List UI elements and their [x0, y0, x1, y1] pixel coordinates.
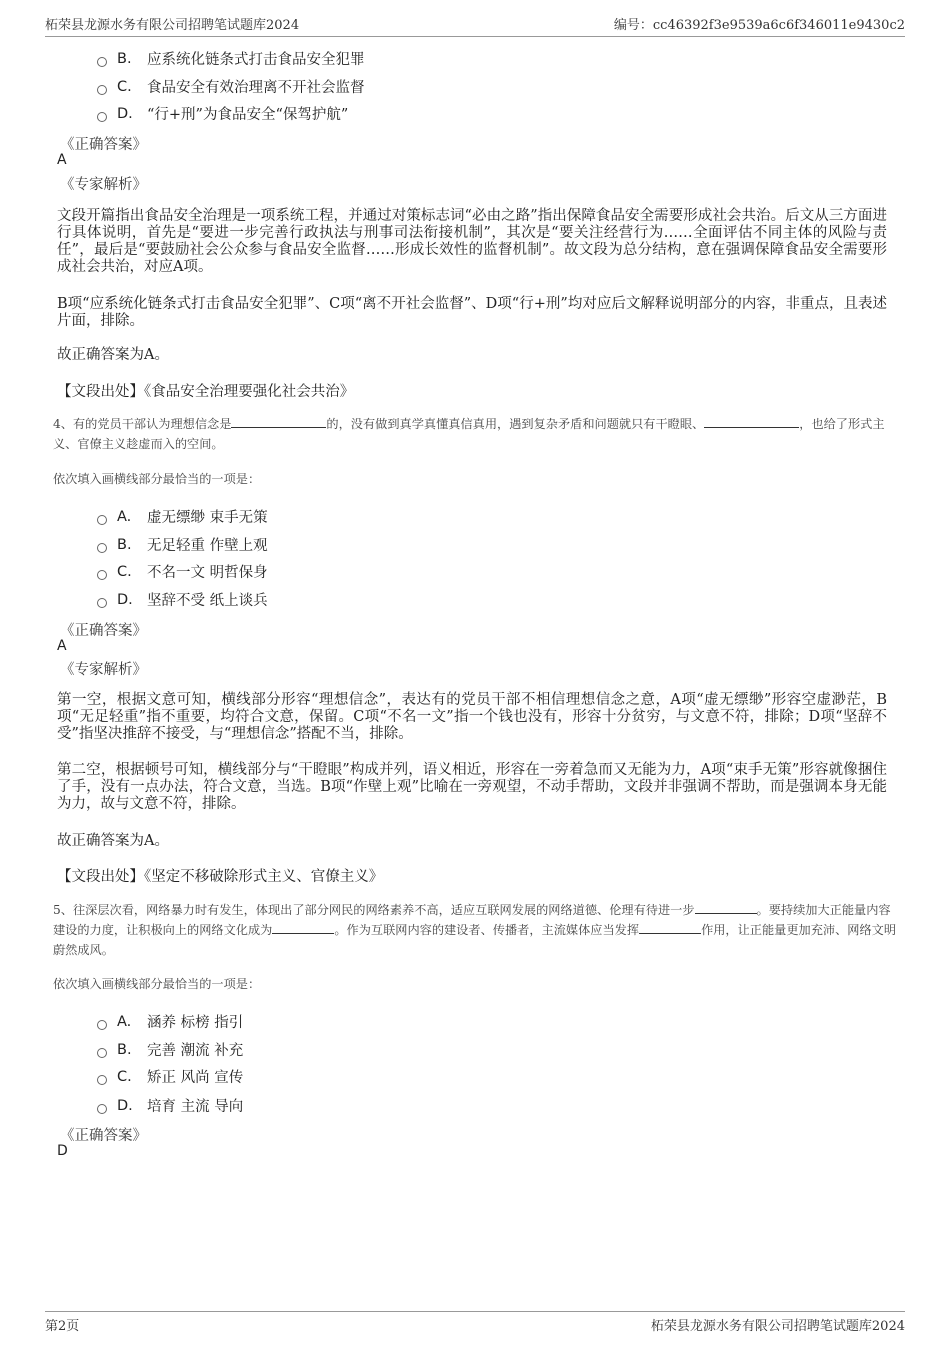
- answer-blank: [704, 416, 799, 428]
- page-number: 第2页: [45, 1319, 80, 1334]
- header-title: 柘荣县龙源水务有限公司招聘笔试题库2024: [45, 18, 300, 33]
- radio-icon[interactable]: [97, 515, 107, 525]
- answer-label: 《正确答案》: [60, 137, 147, 153]
- analysis-paragraph: 故正确答案为A。: [57, 347, 169, 363]
- source-citation: 【文段出处】《食品安全治理要强化社会共治》: [57, 384, 355, 400]
- radio-icon[interactable]: [97, 1104, 107, 1114]
- q4-option-c[interactable]: C. 不名一文 明哲保身: [97, 561, 268, 582]
- answer-label: 《正确答案》: [60, 1128, 147, 1144]
- q4-option-a[interactable]: A. 虚无缥缈 束手无策: [97, 506, 268, 527]
- q5-option-d[interactable]: D. 培育 主流 导向: [97, 1095, 243, 1116]
- answer-value: A: [57, 152, 67, 168]
- answer-blank: [695, 902, 757, 914]
- radio-icon[interactable]: [97, 1020, 107, 1030]
- question-stem: 5、往深层次看，网络暴力时有发生，体现出了部分网民的网络素养不高，适应互联网发展的网络道德、伦理有待进一步 。要持续加大正能量内容建设的力度，让积极向上的网络文化成为 。作为互联网内容的建设者、传播者，主流媒体应当发挥 作用，让正能量更加充沛、网络文明蔚然成风。: [53, 903, 897, 957]
- analysis-label: 《专家解析》: [60, 662, 147, 678]
- q4-option-d[interactable]: D. 坚辞不受 纸上谈兵: [97, 589, 268, 610]
- answer-blank: [272, 922, 334, 934]
- radio-icon[interactable]: [97, 1048, 107, 1058]
- radio-icon[interactable]: [97, 1075, 107, 1085]
- q5-option-c[interactable]: C. 矫正 风尚 宣传: [97, 1066, 243, 1087]
- analysis-label: 《专家解析》: [60, 177, 147, 193]
- radio-icon[interactable]: [97, 570, 107, 580]
- radio-icon[interactable]: [97, 598, 107, 608]
- q3-option-b[interactable]: B. 应系统化链条式打击食品安全犯罪: [97, 48, 365, 69]
- document-id: 编号：cc46392f3e9539a6c6f346011e9430c2: [613, 18, 905, 33]
- radio-icon[interactable]: [97, 85, 107, 95]
- answer-value: D: [57, 1143, 68, 1159]
- analysis-paragraph: 第一空，根据文意可知，横线部分形容“理想信念”，表达有的党员干部不相信理想信念之意，A项“虚无缥缈”形容空虚渺茫，B项“无足轻重”指不重要，均符合文意，保留。C项“不名一文”指一个钱也没有，形容十分贫穷，与文意不符，排除；D项“坚辞不受”指坚决推辞不接受，与“理想信念”搭配不当，排除。: [57, 692, 887, 742]
- page-header: [45, 14, 905, 37]
- radio-icon[interactable]: [97, 543, 107, 553]
- analysis-paragraph: 第二空，根据顿号可知，横线部分与“干瞪眼”构成并列，语义相近，形容在一旁着急而又无能为力，A项“束手无策”形容就像捆住了手，没有一点办法，符合文意，当选。B项“作壁上观”比喻在一旁观望，不动手帮助，文段并非强调不帮助，而是强调本身无能为力，故与文意不符，排除。: [57, 762, 887, 812]
- question-hint: 依次填入画横线部分最恰当的一项是：: [53, 977, 261, 991]
- q3-option-d[interactable]: D. “行+刑”为食品安全“保驾护航”: [97, 103, 348, 124]
- answer-blank: [639, 922, 701, 934]
- q4-option-b[interactable]: B. 无足轻重 作壁上观: [97, 534, 268, 555]
- source-citation: 【文段出处】《坚定不移破除形式主义、官僚主义》: [57, 869, 384, 885]
- radio-icon[interactable]: [97, 57, 107, 67]
- answer-label: 《正确答案》: [60, 623, 147, 639]
- question-stem: 4、有的党员干部认为理想信念是 的，没有做到真学真懂真信真用，遇到复杂矛盾和问题就只有干瞪眼、 ，也给了形式主义、官僚主义趁虚而入的空间。: [53, 417, 885, 451]
- q5-option-b[interactable]: B. 完善 潮流 补充: [97, 1039, 243, 1060]
- q5-option-a[interactable]: A. 涵养 标榜 指引: [97, 1011, 243, 1032]
- answer-value: A: [57, 638, 67, 654]
- analysis-paragraph: 故正确答案为A。: [57, 833, 169, 849]
- q3-option-c[interactable]: C. 食品安全有效治理离不开社会监督: [97, 76, 365, 97]
- page-footer: [45, 1311, 905, 1334]
- footer-title: 柘荣县龙源水务有限公司招聘笔试题库2024: [650, 1319, 905, 1334]
- question-hint: 依次填入画横线部分最恰当的一项是：: [53, 472, 261, 486]
- analysis-paragraph: B项“应系统化链条式打击食品安全犯罪”、C项“离不开社会监督”、D项“行+刑”均对应后文解释说明部分的内容，非重点，且表述片面，排除。: [57, 296, 887, 329]
- radio-icon[interactable]: [97, 112, 107, 122]
- answer-blank: [231, 416, 326, 428]
- analysis-paragraph: 文段开篇指出食品安全治理是一项系统工程，并通过对策标志词“必由之路”指出保障食品安全需要形成社会共治。后文从三方面进行具体说明，首先是“要进一步完善行政执法与刑事司法衔接机制”，其次是“要关注经营行为……全面评估不同主体的风险与责任”，最后是“要鼓励社会公众参与食品安全监督……形成长效性的监督机制”。故文段为总分结构，意在强调保障食品安全需要形成社会共治，对应A项。: [57, 208, 887, 275]
